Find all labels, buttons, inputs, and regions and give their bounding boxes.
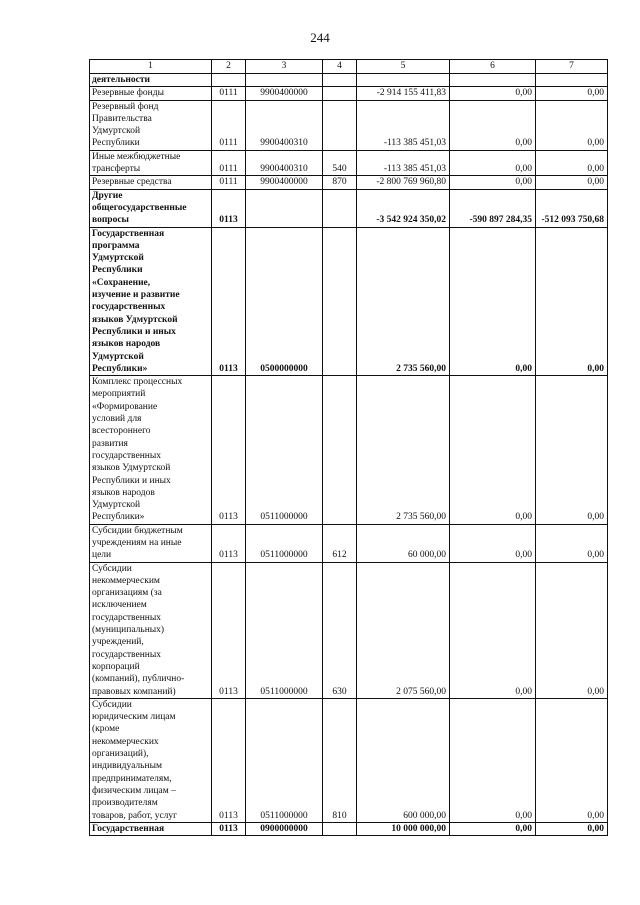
column-header: 6 — [450, 60, 536, 74]
row-name-cell: Другие общегосударственные вопросы — [90, 189, 212, 227]
target-article-code-cell: 0900000000 — [246, 822, 323, 835]
section-code-cell: 0113 — [212, 822, 246, 835]
amount-year-1-cell: 2 735 560,00 — [357, 227, 450, 376]
amount-year-1-cell: -2 800 769 960,80 — [357, 176, 450, 189]
row-name-cell: Резервные средства — [90, 176, 212, 189]
table-row — [90, 376, 608, 525]
table-row — [90, 698, 608, 822]
amount-year-1-cell: 2 075 560,00 — [357, 562, 450, 698]
section-code-cell: 0113 — [212, 562, 246, 698]
section-code-cell: 0113 — [212, 698, 246, 822]
expense-type-code-cell — [323, 376, 357, 525]
expense-type-code-cell: 612 — [323, 524, 357, 562]
amount-year-3-cell: 0,00 — [536, 524, 608, 562]
expense-type-code-cell: 810 — [323, 698, 357, 822]
amount-year-1-cell: 10 000 000,00 — [357, 822, 450, 835]
amount-year-3-cell: 0,00 — [536, 100, 608, 150]
column-header: 3 — [246, 60, 323, 74]
row-name-cell: Субсидии бюджетным учреждениям на иные цели — [90, 524, 212, 562]
target-article-code-cell: 9900400000 — [246, 176, 323, 189]
target-article-code-cell: 0511000000 — [246, 376, 323, 525]
amount-year-2-cell: 0,00 — [450, 376, 536, 525]
amount-year-2-cell: 0,00 — [450, 87, 536, 100]
amount-year-3-cell: 0,00 — [536, 376, 608, 525]
amount-year-3-cell: 0,00 — [536, 227, 608, 376]
amount-year-2-cell: 0,00 — [450, 176, 536, 189]
column-header: 1 — [90, 60, 212, 74]
table-row — [90, 562, 608, 698]
amount-year-1-cell: -3 542 924 350,02 — [357, 189, 450, 227]
amount-year-2-cell: 0,00 — [450, 562, 536, 698]
target-article-code-cell: 0500000000 — [246, 227, 323, 376]
section-code-cell: 0111 — [212, 150, 246, 176]
amount-year-3-cell: 0,00 — [536, 150, 608, 176]
target-article-code-cell: 0511000000 — [246, 698, 323, 822]
target-article-code-cell — [246, 189, 323, 227]
page-number: 244 — [310, 30, 330, 45]
target-article-code-cell: 9900400310 — [246, 150, 323, 176]
table-row — [90, 74, 608, 87]
amount-year-2-cell: 0,00 — [450, 698, 536, 822]
table-row — [90, 189, 608, 227]
amount-year-3-cell: 0,00 — [536, 698, 608, 822]
amount-year-1-cell: -2 914 155 411,83 — [357, 87, 450, 100]
amount-year-2-cell: -590 897 284,35 — [450, 189, 536, 227]
amount-year-2-cell — [450, 74, 536, 87]
expense-type-code-cell: 870 — [323, 176, 357, 189]
amount-year-2-cell: 0,00 — [450, 227, 536, 376]
amount-year-2-cell: 0,00 — [450, 150, 536, 176]
table-row — [90, 176, 608, 189]
amount-year-3-cell: 0,00 — [536, 562, 608, 698]
amount-year-1-cell: 600 000,00 — [357, 698, 450, 822]
amount-year-3-cell: 0,00 — [536, 176, 608, 189]
amount-year-3-cell: 0,00 — [536, 87, 608, 100]
row-name-cell: Комплекс процессных мероприятий «Формирование условий для всестороннего развития государственных языков Удмуртской Республики и иных языков народов Удмуртской Республики» — [90, 376, 212, 525]
expense-type-code-cell — [323, 87, 357, 100]
table-row — [90, 227, 608, 376]
amount-year-2-cell: 0,00 — [450, 524, 536, 562]
target-article-code-cell: 9900400000 — [246, 87, 323, 100]
row-name-cell: Субсидии некоммерческим организациям (за исключением государственных (муниципальных) учреждений, государственных корпораций (компаний), публично- правовых компаний) — [90, 562, 212, 698]
table-header-row — [90, 60, 608, 74]
section-code-cell: 0113 — [212, 376, 246, 525]
section-code-cell — [212, 74, 246, 87]
row-name-cell: Резервный фонд Правительства Удмуртской Республики — [90, 100, 212, 150]
table-row — [90, 150, 608, 176]
target-article-code-cell: 0511000000 — [246, 562, 323, 698]
column-header: 7 — [536, 60, 608, 74]
row-name-cell: Субсидии юридическим лицам (кроме некоммерческих организаций), индивидуальным предпринимателям, физическим лицам – производителям товаров, работ, услуг — [90, 698, 212, 822]
row-name-cell: Государственная программа Удмуртской Республики «Сохранение, изучение и развитие государственных языков Удмуртской Республики и иных языков народов Удмуртской Республики» — [90, 227, 212, 376]
expense-type-code-cell: 540 — [323, 150, 357, 176]
table-body — [90, 74, 608, 836]
section-code-cell: 0111 — [212, 176, 246, 189]
section-code-cell: 0111 — [212, 100, 246, 150]
amount-year-3-cell — [536, 74, 608, 87]
section-code-cell: 0113 — [212, 227, 246, 376]
table-row — [90, 524, 608, 562]
amount-year-2-cell: 0,00 — [450, 100, 536, 150]
section-code-cell: 0113 — [212, 189, 246, 227]
amount-year-3-cell: 0,00 — [536, 822, 608, 835]
amount-year-1-cell: 60 000,00 — [357, 524, 450, 562]
expense-type-code-cell — [323, 189, 357, 227]
column-header: 2 — [212, 60, 246, 74]
amount-year-3-cell: -512 093 750,68 — [536, 189, 608, 227]
expense-type-code-cell — [323, 74, 357, 87]
table-row — [90, 87, 608, 100]
budget-table — [89, 59, 608, 836]
table-row — [90, 822, 608, 835]
amount-year-1-cell: -113 385 451,03 — [357, 100, 450, 150]
expense-type-code-cell — [323, 100, 357, 150]
row-name-cell: Иные межбюджетные трансферты — [90, 150, 212, 176]
column-header: 5 — [357, 60, 450, 74]
amount-year-1-cell — [357, 74, 450, 87]
section-code-cell: 0111 — [212, 87, 246, 100]
section-code-cell: 0113 — [212, 524, 246, 562]
target-article-code-cell: 0511000000 — [246, 524, 323, 562]
amount-year-1-cell: -113 385 451,03 — [357, 150, 450, 176]
row-name-cell: Резервные фонды — [90, 87, 212, 100]
expense-type-code-cell — [323, 822, 357, 835]
expense-type-code-cell: 630 — [323, 562, 357, 698]
row-name-cell: деятельности — [90, 74, 212, 87]
amount-year-1-cell: 2 735 560,00 — [357, 376, 450, 525]
expense-type-code-cell — [323, 227, 357, 376]
target-article-code-cell — [246, 74, 323, 87]
target-article-code-cell: 9900400310 — [246, 100, 323, 150]
row-name-cell: Государственная — [90, 822, 212, 835]
amount-year-2-cell: 0,00 — [450, 822, 536, 835]
table-row — [90, 100, 608, 150]
column-header: 4 — [323, 60, 357, 74]
